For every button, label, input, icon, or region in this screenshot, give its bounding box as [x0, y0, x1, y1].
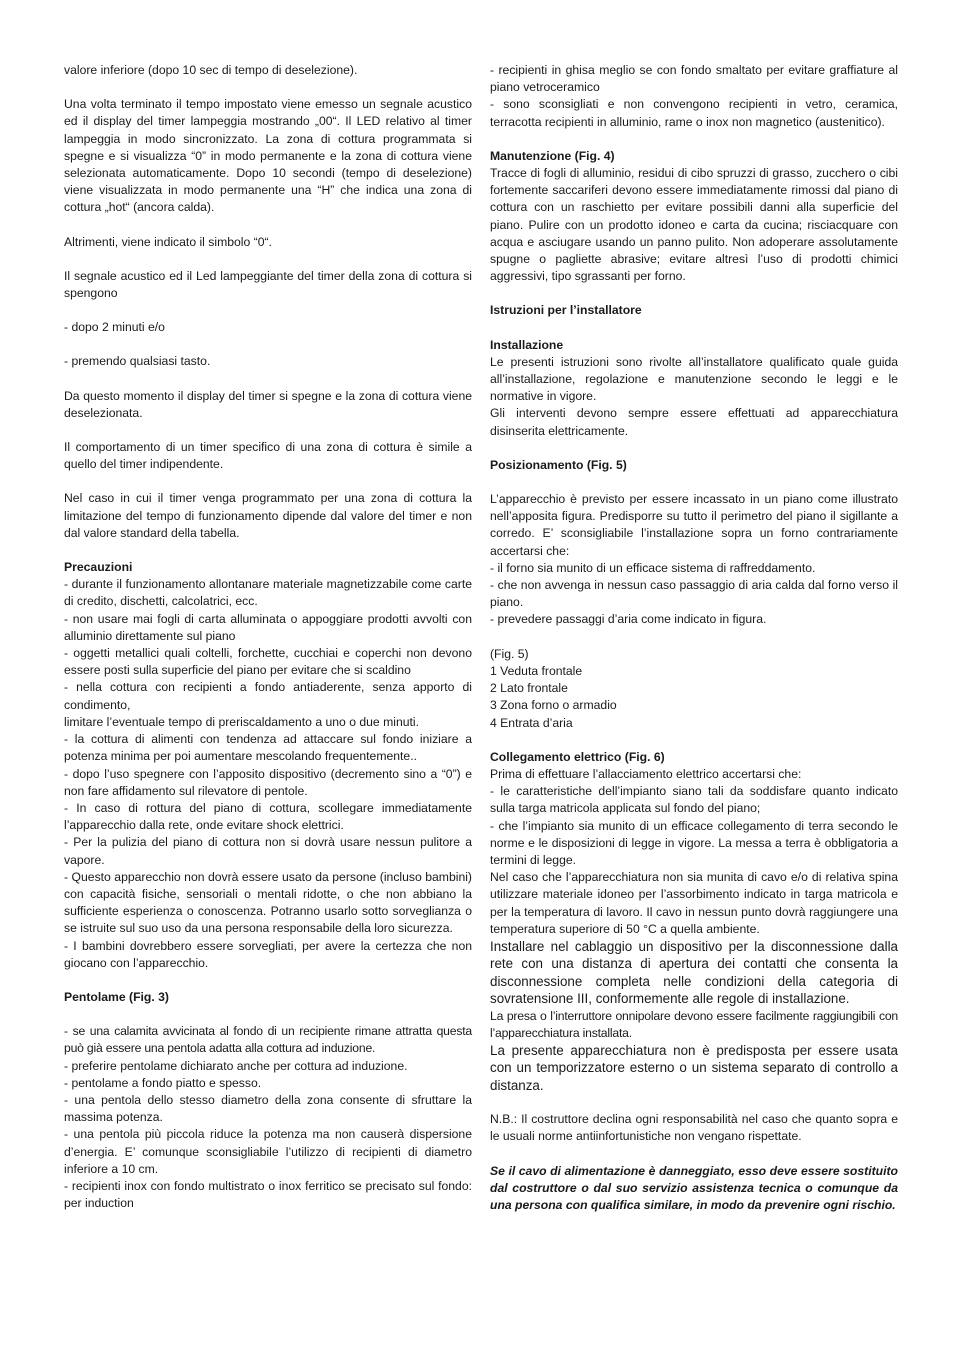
- list-item: - In caso di rottura del piano di cottura, scollegare immediatamente l’apparecchio dalla rete, onde evitare shock elettrici.: [64, 800, 472, 833]
- list-item: - oggetti metallici quali coltelli, forchette, cucchiai e coperchi non devono essere posti sulla superficie del piano per evitare che si scaldino: [64, 646, 472, 678]
- paragraph: Tracce di fogli di alluminio, residui di cibo spruzzi di grasso, zucchero o cibi fortemente saccariferi devono essere immediatamente rimossi dal piano di cottura con un raschietto per evitare possibili danni alla superficie del piano. Pulire con un prodotto idoneo e carta da cucina; risciacquare con acqua e asciugare usando un panno pulito. Non adoperare assolutamente spugne o pagliette abrasive; evitare altresì l’uso di prodotti chimici aggressivi, tipo sgrassanti per forno.: [490, 166, 898, 284]
- paragraph: Prima di effettuare l’allacciamento elettrico accertarsi che:: [490, 766, 802, 781]
- paragraph: Da questo momento il display del timer si spegne e la zona di cottura viene deselezionata.: [64, 388, 472, 420]
- paragraph: Il comportamento di un timer specifico di una zona di cottura è simile a quello del timer indipendente.: [64, 440, 472, 472]
- list-item: - se una calamita avvicinata al fondo di un recipiente rimane attratta questa può già essere una pentola adatta alla cottura ad induzione.: [64, 1024, 472, 1056]
- left-column: [64, 62, 472, 1212]
- list-item: - una pentola più piccola riduce la potenza ma non causerà dispersione d’energia. E’ comunque sconsigliabile l’utilizzo di recipienti di diametro inferiore a 10 cm.: [64, 1127, 472, 1176]
- paragraph: Nel caso che l’apparecchiatura non sia munita di cavo e/o di relativa spina utilizzare materiale idoneo per l’assorbimento indicato in targa matricola e per la temperatura di lavoro. Il cavo in nessun punto dovrà raggiungere una temperatura superiore di 50 °C a quella ambiente.: [490, 870, 898, 936]
- section-heading-pentolame: Pentolame (Fig. 3): [64, 989, 169, 1004]
- paragraph: Installare nel cablaggio un dispositivo per la disconnessione dalla rete con una distanza di apertura dei contatti che consenta la disconnessione completa nelle condizioni della categoria di sovratensione III, conformemente alle regole di installazione.: [490, 938, 898, 1007]
- list-item: 1 Veduta frontale: [490, 663, 583, 678]
- list-item: - nella cottura con recipienti a fondo antiaderente, senza apporto di condimento,: [64, 680, 472, 712]
- list-item: - durante il funzionamento allontanare materiale magnetizzabile come carte di credito, dischetti, calcolatrici, ecc.: [64, 577, 472, 609]
- list-item: - I bambini dovrebbero essere sorvegliati, per avere la certezza che non giocano con l’apparecchio.: [64, 938, 472, 970]
- section-heading-installazione: Installazione: [490, 337, 564, 352]
- section-heading-istruzioni: Istruzioni per l’installatore: [490, 303, 642, 318]
- list-item: - recipienti in ghisa meglio se con fondo smaltato per evitare graffiature al piano vetroceramico: [490, 63, 898, 95]
- paragraph: Altrimenti, viene indicato il simbolo “0“.: [64, 234, 272, 249]
- paragraph: - premendo qualsiasi tasto.: [64, 354, 211, 369]
- list-item: - recipienti inox con fondo multistrato o inox ferritico se precisato sul fondo: per induction: [64, 1178, 472, 1211]
- section-heading-posizionamento: Posizionamento (Fig. 5): [490, 457, 627, 472]
- figure-label: (Fig. 5): [490, 646, 529, 661]
- paragraph: Gli interventi devono sempre essere effettuati ad apparecchiatura disinserita elettricamente.: [490, 406, 898, 438]
- paragraph: Nel caso in cui il timer venga programmato per una zona di cottura la limitazione del tempo di funzionamento dipende dal valore del timer e non dal valore standard della tabella.: [64, 491, 472, 540]
- list-item: - non usare mai fogli di carta alluminata o appoggiare prodotti avvolti con alluminio direttamente sul piano: [64, 611, 472, 643]
- paragraph: Una volta terminato il tempo impostato viene emesso un segnale acustico ed il display del timer lampeggia mostrando „00“. Il LED relativo al timer lampeggia in modo sincronizzato. La zona di cottura programmata si spegne e si visualizza “0” in modo permanente e la zona di cottura viene selezionata automaticamente. Dopo 10 secondi (tempo di deselezione) viene visualizzata in modo permanente una “H” che indica una zona di cottura „hot“ (ancora calda).: [64, 97, 472, 215]
- list-item: - preferire pentolame dichiarato anche per cottura ad induzione.: [64, 1058, 408, 1073]
- section-heading-manutenzione: Manutenzione (Fig. 4): [490, 148, 615, 163]
- section-heading-collegamento: Collegamento elettrico (Fig. 6): [490, 749, 665, 764]
- paragraph: valore inferiore (dopo 10 sec di tempo di deselezione).: [64, 63, 358, 77]
- paragraph: Le presenti istruzioni sono rivolte all’installatore qualificato quale guida all’installazione, regolazione e manutenzione secondo le leggi e le normative in vigore.: [490, 354, 898, 404]
- list-item: - prevedere passaggi d’aria come indicato in figura.: [490, 612, 767, 627]
- list-item: - le caratteristiche dell’impianto siano tali da soddisfare quanto indicato sulla targa matricola applicata sul fondo del piano;: [490, 784, 898, 816]
- paragraph: - dopo 2 minuti e/o: [64, 320, 165, 335]
- right-column: [490, 62, 898, 1214]
- list-item: 3 Zona forno o armadio: [490, 698, 617, 713]
- list-item: limitare l’eventuale tempo di preriscaldamento a uno o due minuti.: [64, 714, 419, 729]
- list-item: - che non avvenga in nessun caso passaggio di aria calda dal forno verso il piano.: [490, 578, 898, 610]
- list-item: - dopo l’uso spegnere con l’apposito dispositivo (decremento sino a “0”) e non fare affidamento sul rilevatore di pentole.: [64, 766, 472, 798]
- list-item: - che l’impianto sia munito di un efficace collegamento di terra secondo le norme e le disposizioni di legge in vigore. La messa a terra è obbligatoria a termini di legge.: [490, 818, 898, 867]
- warning-note: Se il cavo di alimentazione è danneggiato, esso deve essere sostituito dal costruttore o dal suo servizio assistenza tecnica o comunque da una persona con qualifica similare, in modo da prevenire ogni rischio.: [490, 1163, 898, 1212]
- list-item: - una pentola dello stesso diametro della zona consente di sfruttare la massima potenza.: [64, 1092, 472, 1125]
- list-item: 4 Entrata d’aria: [490, 715, 573, 730]
- list-item: - la cottura di alimenti con tendenza ad attaccare sul fondo iniziare a potenza minima per poi aumentare mescolando frequentemente..: [64, 732, 472, 764]
- paragraph: La presa o l’interruttore onnipolare devono essere facilmente raggiungibili con l’apparecchiatura installata.: [490, 1008, 898, 1040]
- nb-note: N.B.: Il costruttore declina ogni responsabilità nel caso che quanto sopra e le usuali norme antiinfortunistiche non vengano rispettate.: [490, 1112, 898, 1144]
- list-item: - Per la pulizia del piano di cottura non si dovrà usare nessun pulitore a vapore.: [64, 835, 472, 867]
- list-item: - Questo apparecchio non dovrà essere usato da persone (incluso bambini) con capacità fisiche, sensoriali o mentali ridotte, o che non abbiano la sufficiente esperienza o conoscenza. Potranno usarlo sotto sorveglianza o se istruite sul suo uso da una persona responsabile della loro sicurezza.: [64, 869, 472, 936]
- list-item: 2 Lato frontale: [490, 681, 568, 696]
- list-item: - sono sconsigliati e non convengono recipienti in vetro, ceramica, terracotta recipienti in alluminio, rame o inox non magnetico (austenitico).: [490, 97, 898, 129]
- list-item: - il forno sia munito di un efficace sistema di raffreddamento.: [490, 560, 816, 575]
- paragraph: Il segnale acustico ed il Led lampeggiante del timer della zona di cottura si spengono: [64, 268, 472, 301]
- paragraph: L’apparecchio è previsto per essere incassato in un piano come illustrato nell’apposita figura. Predisporre su tutto il perimetro del piano il sigillante a corredo. E’ sconsigliabile l’installazione sopra un forno contrariamente accertarsi che:: [490, 492, 898, 558]
- section-heading-precauzioni: Precauzioni: [64, 560, 133, 575]
- list-item: - pentolame a fondo piatto e spesso.: [64, 1075, 262, 1090]
- paragraph: La presente apparecchiatura non è predisposta per essere usata con un temporizzatore esterno o un sistema separato di controllo a distanza.: [490, 1042, 898, 1093]
